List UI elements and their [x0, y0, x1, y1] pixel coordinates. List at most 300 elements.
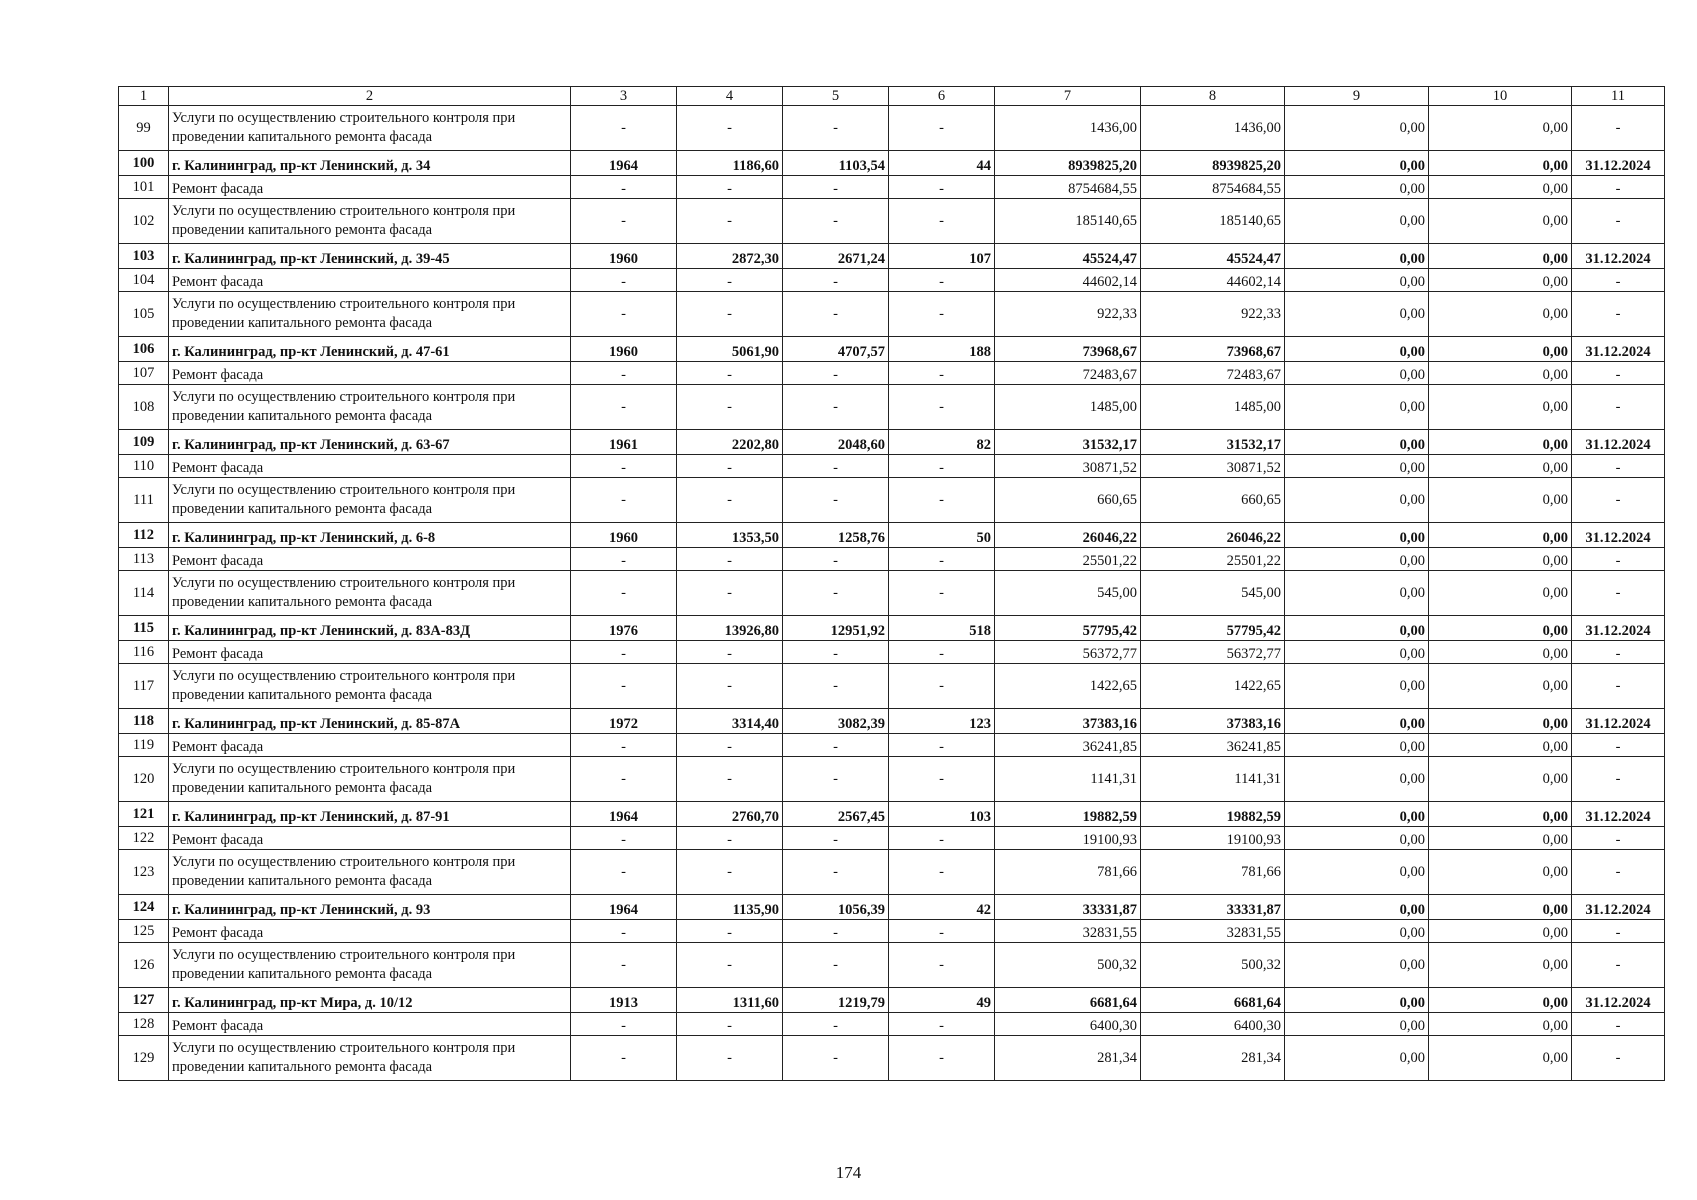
year-cell: 1964 [571, 895, 677, 920]
cost-owners-cell: 0,00 [1429, 920, 1572, 943]
row-number-cell: 102 [119, 199, 169, 244]
object-name-cell: Услуги по осуществлению строительного контроля при проведении капитального ремонта фасада [169, 292, 571, 337]
year-cell: - [571, 850, 677, 895]
row-number-cell: 105 [119, 292, 169, 337]
year-cell: - [571, 176, 677, 199]
cost-total-cell: 32831,55 [995, 920, 1141, 943]
cost-owners-cell: 0,00 [1429, 734, 1572, 757]
table-row [119, 827, 1665, 850]
cost-owners-cell: 0,00 [1429, 641, 1572, 664]
cost-owners-cell: 0,00 [1429, 850, 1572, 895]
living-area-cell: - [783, 548, 889, 571]
residents-cell: - [889, 734, 995, 757]
cost-fund-cell: 8939825,20 [1141, 151, 1285, 176]
total-area-cell: 1353,50 [677, 523, 783, 548]
total-area-cell: 13926,80 [677, 616, 783, 641]
year-cell: - [571, 920, 677, 943]
cost-total-cell: 1422,65 [995, 664, 1141, 709]
year-cell: - [571, 641, 677, 664]
residents-cell: 42 [889, 895, 995, 920]
table-row [119, 571, 1665, 616]
residents-cell: - [889, 641, 995, 664]
cost-fund-cell: 32831,55 [1141, 920, 1285, 943]
cost-total-cell: 19100,93 [995, 827, 1141, 850]
cost-fund-cell: 31532,17 [1141, 430, 1285, 455]
total-area-cell: 2760,70 [677, 802, 783, 827]
residents-cell: 103 [889, 802, 995, 827]
table-row [119, 523, 1665, 548]
total-area-cell: - [677, 478, 783, 523]
living-area-cell: 4707,57 [783, 337, 889, 362]
cost-fund-cell: 6400,30 [1141, 1013, 1285, 1036]
cost-total-cell: 660,65 [995, 478, 1141, 523]
completion-date-cell: - [1572, 757, 1665, 802]
living-area-cell: 2048,60 [783, 430, 889, 455]
table-row [119, 895, 1665, 920]
row-number-cell: 108 [119, 385, 169, 430]
row-number-cell: 106 [119, 337, 169, 362]
object-name-cell: Ремонт фасада [169, 455, 571, 478]
row-number-cell: 101 [119, 176, 169, 199]
cost-budget-cell: 0,00 [1285, 106, 1429, 151]
column-header: 9 [1285, 87, 1429, 106]
cost-owners-cell: 0,00 [1429, 199, 1572, 244]
object-name-cell: Услуги по осуществлению строительного контроля при проведении капитального ремонта фасада [169, 199, 571, 244]
residents-cell: - [889, 455, 995, 478]
living-area-cell: - [783, 106, 889, 151]
object-name-cell: Ремонт фасада [169, 827, 571, 850]
cost-total-cell: 25501,22 [995, 548, 1141, 571]
row-number-cell: 122 [119, 827, 169, 850]
living-area-cell: - [783, 199, 889, 244]
column-header: 4 [677, 87, 783, 106]
cost-total-cell: 73968,67 [995, 337, 1141, 362]
living-area-cell: 1103,54 [783, 151, 889, 176]
row-number-cell: 99 [119, 106, 169, 151]
cost-budget-cell: 0,00 [1285, 385, 1429, 430]
completion-date-cell: - [1572, 641, 1665, 664]
completion-date-cell: - [1572, 734, 1665, 757]
object-name-cell: Услуги по осуществлению строительного контроля при проведении капитального ремонта фасада [169, 478, 571, 523]
row-number-cell: 109 [119, 430, 169, 455]
completion-date-cell: - [1572, 1013, 1665, 1036]
living-area-cell: - [783, 362, 889, 385]
cost-budget-cell: 0,00 [1285, 269, 1429, 292]
column-header: 2 [169, 87, 571, 106]
cost-budget-cell: 0,00 [1285, 988, 1429, 1013]
completion-date-cell: - [1572, 850, 1665, 895]
residents-cell: 123 [889, 709, 995, 734]
year-cell: - [571, 478, 677, 523]
table-row [119, 151, 1665, 176]
total-area-cell: - [677, 292, 783, 337]
table-row [119, 548, 1665, 571]
cost-fund-cell: 19882,59 [1141, 802, 1285, 827]
table-row [119, 455, 1665, 478]
year-cell: 1960 [571, 523, 677, 548]
object-name-cell: г. Калининград, пр-кт Мира, д. 10/12 [169, 988, 571, 1013]
cost-owners-cell: 0,00 [1429, 455, 1572, 478]
living-area-cell: - [783, 1013, 889, 1036]
completion-date-cell: 31.12.2024 [1572, 802, 1665, 827]
cost-fund-cell: 25501,22 [1141, 548, 1285, 571]
table-row [119, 337, 1665, 362]
cost-owners-cell: 0,00 [1429, 943, 1572, 988]
table-row [119, 176, 1665, 199]
cost-budget-cell: 0,00 [1285, 895, 1429, 920]
completion-date-cell: 31.12.2024 [1572, 337, 1665, 362]
total-area-cell: - [677, 571, 783, 616]
cost-total-cell: 26046,22 [995, 523, 1141, 548]
object-name-cell: г. Калининград, пр-кт Ленинский, д. 34 [169, 151, 571, 176]
row-number-cell: 107 [119, 362, 169, 385]
cost-budget-cell: 0,00 [1285, 664, 1429, 709]
column-number-header-row [119, 87, 1665, 106]
cost-owners-cell: 0,00 [1429, 523, 1572, 548]
row-number-cell: 126 [119, 943, 169, 988]
cost-budget-cell: 0,00 [1285, 199, 1429, 244]
table-row [119, 709, 1665, 734]
table-row [119, 802, 1665, 827]
row-number-cell: 112 [119, 523, 169, 548]
object-name-cell: Ремонт фасада [169, 1013, 571, 1036]
cost-fund-cell: 1141,31 [1141, 757, 1285, 802]
cost-total-cell: 781,66 [995, 850, 1141, 895]
residents-cell: 44 [889, 151, 995, 176]
total-area-cell: 3314,40 [677, 709, 783, 734]
cost-budget-cell: 0,00 [1285, 244, 1429, 269]
year-cell: 1964 [571, 802, 677, 827]
object-name-cell: Услуги по осуществлению строительного контроля при проведении капитального ремонта фасада [169, 664, 571, 709]
cost-fund-cell: 1485,00 [1141, 385, 1285, 430]
cost-owners-cell: 0,00 [1429, 292, 1572, 337]
row-number-cell: 127 [119, 988, 169, 1013]
table-row [119, 664, 1665, 709]
table-row [119, 362, 1665, 385]
cost-owners-cell: 0,00 [1429, 385, 1572, 430]
object-name-cell: г. Калининград, пр-кт Ленинский, д. 93 [169, 895, 571, 920]
cost-budget-cell: 0,00 [1285, 1036, 1429, 1081]
object-name-cell: Услуги по осуществлению строительного контроля при проведении капитального ремонта фасада [169, 757, 571, 802]
cost-fund-cell: 500,32 [1141, 943, 1285, 988]
table-row [119, 478, 1665, 523]
table-row [119, 616, 1665, 641]
total-area-cell: - [677, 757, 783, 802]
column-header: 3 [571, 87, 677, 106]
cost-budget-cell: 0,00 [1285, 176, 1429, 199]
year-cell: - [571, 757, 677, 802]
column-header: 6 [889, 87, 995, 106]
repair-register-table [118, 86, 1665, 1081]
residents-cell: - [889, 1036, 995, 1081]
cost-budget-cell: 0,00 [1285, 523, 1429, 548]
living-area-cell: - [783, 920, 889, 943]
total-area-cell: 2872,30 [677, 244, 783, 269]
object-name-cell: Ремонт фасада [169, 176, 571, 199]
total-area-cell: - [677, 1013, 783, 1036]
residents-cell: - [889, 362, 995, 385]
cost-owners-cell: 0,00 [1429, 1013, 1572, 1036]
completion-date-cell: - [1572, 548, 1665, 571]
object-name-cell: г. Калининград, пр-кт Ленинский, д. 63-67 [169, 430, 571, 455]
row-number-cell: 111 [119, 478, 169, 523]
row-number-cell: 125 [119, 920, 169, 943]
year-cell: - [571, 734, 677, 757]
cost-total-cell: 8939825,20 [995, 151, 1141, 176]
cost-budget-cell: 0,00 [1285, 548, 1429, 571]
living-area-cell: - [783, 385, 889, 430]
cost-total-cell: 1141,31 [995, 757, 1141, 802]
living-area-cell: - [783, 571, 889, 616]
cost-budget-cell: 0,00 [1285, 616, 1429, 641]
cost-fund-cell: 45524,47 [1141, 244, 1285, 269]
residents-cell: - [889, 757, 995, 802]
cost-owners-cell: 0,00 [1429, 895, 1572, 920]
year-cell: - [571, 943, 677, 988]
cost-budget-cell: 0,00 [1285, 478, 1429, 523]
year-cell: 1913 [571, 988, 677, 1013]
completion-date-cell: 31.12.2024 [1572, 895, 1665, 920]
cost-total-cell: 6681,64 [995, 988, 1141, 1013]
cost-fund-cell: 660,65 [1141, 478, 1285, 523]
year-cell: - [571, 571, 677, 616]
completion-date-cell: 31.12.2024 [1572, 523, 1665, 548]
cost-total-cell: 185140,65 [995, 199, 1141, 244]
row-number-cell: 121 [119, 802, 169, 827]
table-row [119, 920, 1665, 943]
total-area-cell: - [677, 548, 783, 571]
living-area-cell: - [783, 269, 889, 292]
object-name-cell: Ремонт фасада [169, 734, 571, 757]
cost-fund-cell: 56372,77 [1141, 641, 1285, 664]
cost-owners-cell: 0,00 [1429, 176, 1572, 199]
cost-budget-cell: 0,00 [1285, 709, 1429, 734]
completion-date-cell: 31.12.2024 [1572, 988, 1665, 1013]
cost-budget-cell: 0,00 [1285, 850, 1429, 895]
cost-budget-cell: 0,00 [1285, 641, 1429, 664]
cost-total-cell: 33331,87 [995, 895, 1141, 920]
total-area-cell: - [677, 641, 783, 664]
object-name-cell: Ремонт фасада [169, 362, 571, 385]
total-area-cell: - [677, 106, 783, 151]
cost-budget-cell: 0,00 [1285, 734, 1429, 757]
row-number-cell: 110 [119, 455, 169, 478]
object-name-cell: г. Калининград, пр-кт Ленинский, д. 6-8 [169, 523, 571, 548]
living-area-cell: 3082,39 [783, 709, 889, 734]
cost-total-cell: 281,34 [995, 1036, 1141, 1081]
table-row [119, 106, 1665, 151]
object-name-cell: Ремонт фасада [169, 548, 571, 571]
row-number-cell: 100 [119, 151, 169, 176]
object-name-cell: Ремонт фасада [169, 269, 571, 292]
cost-fund-cell: 545,00 [1141, 571, 1285, 616]
living-area-cell: - [783, 734, 889, 757]
cost-fund-cell: 1436,00 [1141, 106, 1285, 151]
residents-cell: - [889, 943, 995, 988]
object-name-cell: Услуги по осуществлению строительного контроля при проведении капитального ремонта фасада [169, 106, 571, 151]
cost-total-cell: 56372,77 [995, 641, 1141, 664]
residents-cell: - [889, 920, 995, 943]
cost-owners-cell: 0,00 [1429, 151, 1572, 176]
table-row [119, 641, 1665, 664]
year-cell: - [571, 362, 677, 385]
column-header: 1 [119, 87, 169, 106]
cost-owners-cell: 0,00 [1429, 709, 1572, 734]
completion-date-cell: - [1572, 827, 1665, 850]
cost-budget-cell: 0,00 [1285, 571, 1429, 616]
residents-cell: - [889, 571, 995, 616]
year-cell: 1961 [571, 430, 677, 455]
row-number-cell: 113 [119, 548, 169, 571]
object-name-cell: г. Калининград, пр-кт Ленинский, д. 85-87А [169, 709, 571, 734]
column-header: 11 [1572, 87, 1665, 106]
total-area-cell: - [677, 920, 783, 943]
cost-fund-cell: 26046,22 [1141, 523, 1285, 548]
cost-total-cell: 31532,17 [995, 430, 1141, 455]
residents-cell: - [889, 199, 995, 244]
completion-date-cell: - [1572, 1036, 1665, 1081]
table-row [119, 1036, 1665, 1081]
cost-owners-cell: 0,00 [1429, 106, 1572, 151]
table-row [119, 269, 1665, 292]
completion-date-cell: - [1572, 571, 1665, 616]
year-cell: - [571, 455, 677, 478]
total-area-cell: - [677, 385, 783, 430]
row-number-cell: 104 [119, 269, 169, 292]
object-name-cell: Услуги по осуществлению строительного контроля при проведении капитального ремонта фасада [169, 943, 571, 988]
completion-date-cell: - [1572, 362, 1665, 385]
cost-total-cell: 44602,14 [995, 269, 1141, 292]
year-cell: - [571, 106, 677, 151]
cost-owners-cell: 0,00 [1429, 802, 1572, 827]
residents-cell: - [889, 106, 995, 151]
completion-date-cell: - [1572, 664, 1665, 709]
cost-total-cell: 500,32 [995, 943, 1141, 988]
living-area-cell: 12951,92 [783, 616, 889, 641]
living-area-cell: - [783, 943, 889, 988]
cost-fund-cell: 37383,16 [1141, 709, 1285, 734]
total-area-cell: - [677, 455, 783, 478]
year-cell: - [571, 827, 677, 850]
row-number-cell: 120 [119, 757, 169, 802]
living-area-cell: - [783, 478, 889, 523]
living-area-cell: 1056,39 [783, 895, 889, 920]
object-name-cell: г. Калининград, пр-кт Ленинский, д. 39-45 [169, 244, 571, 269]
completion-date-cell: - [1572, 106, 1665, 151]
cost-fund-cell: 6681,64 [1141, 988, 1285, 1013]
residents-cell: 50 [889, 523, 995, 548]
living-area-cell: - [783, 664, 889, 709]
cost-fund-cell: 73968,67 [1141, 337, 1285, 362]
cost-fund-cell: 33331,87 [1141, 895, 1285, 920]
year-cell: 1960 [571, 337, 677, 362]
table-row [119, 292, 1665, 337]
row-number-cell: 124 [119, 895, 169, 920]
object-name-cell: г. Калининград, пр-кт Ленинский, д. 87-91 [169, 802, 571, 827]
row-number-cell: 115 [119, 616, 169, 641]
cost-fund-cell: 922,33 [1141, 292, 1285, 337]
year-cell: - [571, 548, 677, 571]
cost-owners-cell: 0,00 [1429, 269, 1572, 292]
table-row [119, 430, 1665, 455]
cost-total-cell: 30871,52 [995, 455, 1141, 478]
object-name-cell: Услуги по осуществлению строительного контроля при проведении капитального ремонта фасада [169, 850, 571, 895]
residents-cell: 518 [889, 616, 995, 641]
year-cell: - [571, 199, 677, 244]
cost-fund-cell: 57795,42 [1141, 616, 1285, 641]
cost-owners-cell: 0,00 [1429, 664, 1572, 709]
row-number-cell: 103 [119, 244, 169, 269]
cost-owners-cell: 0,00 [1429, 244, 1572, 269]
residents-cell: 107 [889, 244, 995, 269]
residents-cell: 82 [889, 430, 995, 455]
cost-owners-cell: 0,00 [1429, 478, 1572, 523]
cost-owners-cell: 0,00 [1429, 430, 1572, 455]
living-area-cell: - [783, 641, 889, 664]
table-body [119, 87, 1665, 1081]
completion-date-cell: 31.12.2024 [1572, 244, 1665, 269]
completion-date-cell: - [1572, 455, 1665, 478]
cost-budget-cell: 0,00 [1285, 827, 1429, 850]
cost-total-cell: 37383,16 [995, 709, 1141, 734]
cost-fund-cell: 19100,93 [1141, 827, 1285, 850]
cost-owners-cell: 0,00 [1429, 1036, 1572, 1081]
completion-date-cell: - [1572, 269, 1665, 292]
residents-cell: - [889, 478, 995, 523]
column-header: 10 [1429, 87, 1572, 106]
cost-budget-cell: 0,00 [1285, 337, 1429, 362]
object-name-cell: Ремонт фасада [169, 641, 571, 664]
column-header: 8 [1141, 87, 1285, 106]
year-cell: 1976 [571, 616, 677, 641]
year-cell: - [571, 385, 677, 430]
row-number-cell: 119 [119, 734, 169, 757]
living-area-cell: - [783, 455, 889, 478]
total-area-cell: - [677, 269, 783, 292]
total-area-cell: - [677, 664, 783, 709]
register-table-container [118, 86, 1665, 1081]
page-number: 174 [835, 1163, 862, 1182]
row-number-cell: 128 [119, 1013, 169, 1036]
residents-cell: - [889, 385, 995, 430]
table-row [119, 988, 1665, 1013]
year-cell: - [571, 1036, 677, 1081]
table-row [119, 734, 1665, 757]
completion-date-cell: 31.12.2024 [1572, 151, 1665, 176]
living-area-cell: - [783, 850, 889, 895]
year-cell: - [571, 664, 677, 709]
cost-budget-cell: 0,00 [1285, 1013, 1429, 1036]
cost-fund-cell: 72483,67 [1141, 362, 1285, 385]
row-number-cell: 116 [119, 641, 169, 664]
cost-owners-cell: 0,00 [1429, 616, 1572, 641]
residents-cell: 188 [889, 337, 995, 362]
column-header: 5 [783, 87, 889, 106]
completion-date-cell: 31.12.2024 [1572, 709, 1665, 734]
cost-total-cell: 545,00 [995, 571, 1141, 616]
cost-budget-cell: 0,00 [1285, 362, 1429, 385]
living-area-cell: - [783, 292, 889, 337]
cost-total-cell: 72483,67 [995, 362, 1141, 385]
row-number-cell: 129 [119, 1036, 169, 1081]
table-row [119, 199, 1665, 244]
cost-total-cell: 922,33 [995, 292, 1141, 337]
cost-fund-cell: 281,34 [1141, 1036, 1285, 1081]
residents-cell: - [889, 176, 995, 199]
cost-budget-cell: 0,00 [1285, 757, 1429, 802]
row-number-cell: 117 [119, 664, 169, 709]
year-cell: 1972 [571, 709, 677, 734]
